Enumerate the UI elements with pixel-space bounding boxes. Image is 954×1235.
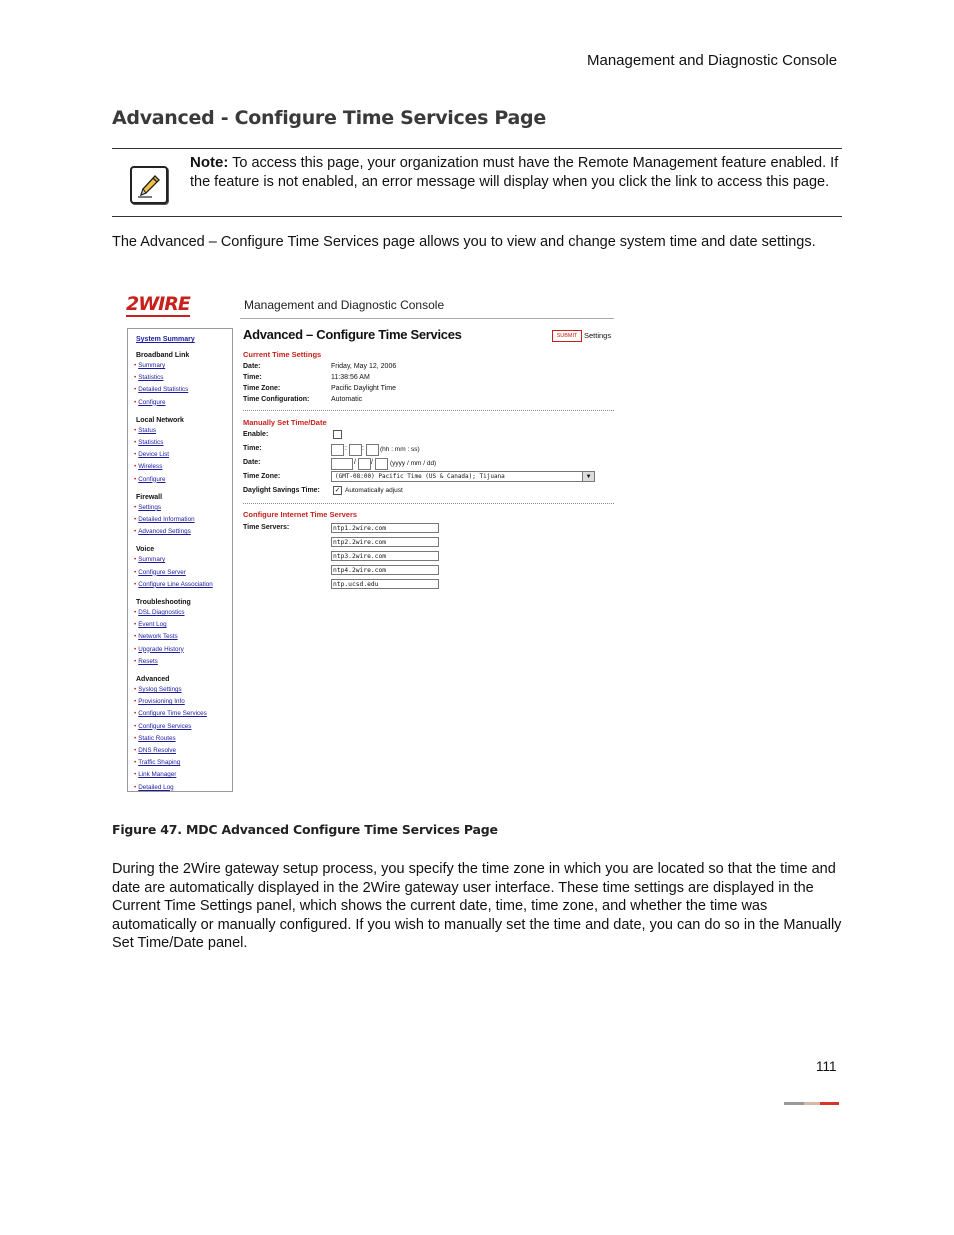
second-input[interactable] <box>366 444 379 456</box>
bullet-icon: • <box>134 463 137 471</box>
bullet-icon: • <box>134 426 137 434</box>
bullet-icon: • <box>134 657 137 665</box>
sidebar-link[interactable] <box>134 698 185 705</box>
sidebar-link-label[interactable]: Settings <box>138 503 161 511</box>
time-label: Time: <box>243 445 262 452</box>
sidebar-link-label[interactable]: Traffic Shaping <box>138 759 181 767</box>
bullet-icon: • <box>134 568 137 576</box>
sidebar-link[interactable] <box>134 439 163 446</box>
pencil-note-icon <box>130 166 168 204</box>
bullet-icon: • <box>134 621 137 629</box>
sidebar-link-label[interactable]: Upgrade History <box>138 645 184 653</box>
sidebar-link-label[interactable]: Configure Time Services <box>138 710 207 718</box>
bullet-icon: • <box>134 633 137 641</box>
sidebar-link-label[interactable]: Configure <box>138 398 166 406</box>
figure-console-title: Management and Diagnostic Console <box>244 298 445 312</box>
sidebar-link[interactable] <box>134 710 207 717</box>
sidebar-link[interactable] <box>134 658 158 665</box>
sidebar-link[interactable] <box>134 747 176 754</box>
bullet-icon: • <box>134 747 137 754</box>
dst-checkbox[interactable]: ✓ <box>334 487 341 494</box>
sidebar-link[interactable] <box>134 633 178 640</box>
current-zone-label: Time Zone: <box>243 385 281 392</box>
sidebar-group-title: Troubleshooting <box>136 599 191 606</box>
footer-bar-gray <box>784 1102 804 1105</box>
time-server-input[interactable]: ntp2.2wire.com <box>331 537 439 547</box>
sidebar-link-label[interactable]: Configure Services <box>138 722 192 730</box>
sidebar-link[interactable] <box>134 723 191 730</box>
sidebar-link[interactable] <box>134 621 167 628</box>
sidebar-system-summary-link[interactable]: System Summary <box>136 336 195 343</box>
sidebar-link-label[interactable]: Link Manager <box>138 771 177 779</box>
bullet-icon: • <box>134 439 137 446</box>
sidebar-link[interactable] <box>134 556 165 563</box>
sidebar-link[interactable] <box>134 504 161 511</box>
sidebar-link-label[interactable]: Event Log <box>138 621 167 629</box>
sidebar-link[interactable] <box>134 362 165 369</box>
current-settings-title: Current Time Settings <box>243 350 322 359</box>
sidebar-link-label[interactable]: Summary <box>138 362 166 369</box>
sidebar-link-label[interactable]: Network Tests <box>138 633 178 641</box>
sidebar-link-label[interactable]: Static Routes <box>138 734 176 742</box>
sidebar-link-label[interactable]: Configure Line Association <box>138 580 213 588</box>
sidebar-link-label[interactable]: Detailed Statistics <box>138 386 189 394</box>
time-server-input[interactable]: ntp3.2wire.com <box>331 551 439 561</box>
bullet-icon: • <box>134 722 137 730</box>
sidebar-link-label[interactable]: Detailed Information <box>138 516 195 523</box>
sidebar-group-title: Advanced <box>136 676 170 683</box>
time-zone-select[interactable] <box>331 471 595 482</box>
bullet-icon: • <box>134 398 137 406</box>
bullet-icon: • <box>134 503 137 511</box>
sidebar-link[interactable] <box>134 528 191 535</box>
sidebar-group-title: Local Network <box>136 416 184 424</box>
time-server-input[interactable]: ntp.ucsd.edu <box>331 579 439 589</box>
sidebar-link[interactable] <box>134 686 182 693</box>
footer-bar-tan <box>804 1102 820 1105</box>
year-input[interactable] <box>331 458 353 470</box>
sidebar-link[interactable] <box>134 581 213 588</box>
hour-input[interactable] <box>331 444 344 456</box>
time-zone-label: Time Zone: <box>243 473 281 480</box>
sidebar-link[interactable] <box>134 451 169 458</box>
bullet-icon: • <box>134 374 137 382</box>
sidebar-link[interactable] <box>134 646 184 653</box>
bullet-icon: • <box>134 362 137 369</box>
sidebar-link-label[interactable]: Detailed Log <box>138 783 174 791</box>
sidebar-link[interactable] <box>134 476 166 483</box>
current-zone-value: Pacific Daylight Time <box>331 385 396 392</box>
figure-sidebar <box>127 328 233 792</box>
sidebar-link-label[interactable]: DNS Resolve <box>138 747 177 754</box>
sidebar-link-label[interactable]: Advanced Settings <box>138 528 191 536</box>
current-config-label: Time Configuration: <box>243 396 310 403</box>
bullet-icon: • <box>134 475 137 483</box>
bullet-icon: • <box>134 734 137 742</box>
time-servers-label: Time Servers: <box>243 524 290 531</box>
sidebar-link-label[interactable]: Syslog Settings <box>138 686 182 693</box>
dst-label: Daylight Savings Time: <box>243 487 320 494</box>
note-text <box>190 153 840 192</box>
sidebar-group-title: Firewall <box>136 493 163 501</box>
chevron-down-icon[interactable]: ▼ <box>582 472 594 481</box>
current-date-value: Friday, May 12, 2006 <box>331 363 397 370</box>
section-divider <box>243 410 614 411</box>
sidebar-link-label[interactable]: DSL Diagnostics <box>138 609 185 616</box>
sidebar-link-label[interactable]: Statistics <box>138 374 164 382</box>
day-input[interactable] <box>375 458 388 470</box>
sidebar-link[interactable] <box>134 374 163 381</box>
time-zone-value: (GMT-08:00) Pacific Time (US & Canada); Tijuana <box>335 473 505 480</box>
enable-checkbox[interactable] <box>333 430 342 439</box>
sidebar-link[interactable] <box>134 386 188 393</box>
sidebar-link[interactable] <box>134 771 176 778</box>
figure-page-heading: Advanced – Configure Time Services <box>243 327 462 342</box>
bullet-icon: • <box>134 516 137 523</box>
intro-paragraph: The Advanced – Configure Time Services page allows you to view and change system time and date settings. <box>112 234 816 250</box>
sidebar-link-label[interactable]: Resets <box>138 657 158 665</box>
date-label: Date: <box>243 459 261 466</box>
sidebar-group-title: Broadband Link <box>136 352 190 359</box>
minute-input[interactable] <box>349 444 362 456</box>
note-body: To access this page, your organization must have the Remote Management feature enabled. If the feature is not enabled, an error message will display when you click the link to access this page. <box>190 155 839 190</box>
sidebar-link-label[interactable]: Configure Server <box>138 568 186 576</box>
time-server-input[interactable]: ntp4.2wire.com <box>331 565 439 575</box>
sidebar-link[interactable] <box>134 759 180 766</box>
current-date-label: Date: <box>243 363 261 370</box>
bullet-icon: • <box>134 771 137 779</box>
bullet-icon: • <box>134 528 137 536</box>
2wire-logo: 2WIRE <box>126 293 190 315</box>
sidebar-link-label[interactable]: Provisioning Info <box>138 698 185 706</box>
bullet-icon: • <box>134 580 137 588</box>
note-label: Note: <box>190 154 229 171</box>
sidebar-link-label[interactable]: Device List <box>138 451 170 459</box>
current-time-value: 11:38:56 AM <box>331 374 370 381</box>
bullet-icon: • <box>134 609 137 616</box>
time-format-hint: (hh : mm : ss) <box>380 446 420 453</box>
bullet-icon: • <box>134 556 137 564</box>
footer-bar-red <box>820 1102 839 1105</box>
bullet-icon: • <box>134 386 137 394</box>
sidebar-link[interactable] <box>134 784 174 791</box>
sidebar-link-label[interactable]: Summary <box>138 556 166 564</box>
page-number: 111 <box>816 1059 837 1074</box>
sidebar-link[interactable] <box>134 609 185 616</box>
note-box <box>112 148 842 217</box>
bullet-icon: • <box>134 698 137 706</box>
month-input[interactable] <box>358 458 371 470</box>
body-paragraph: During the 2Wire gateway setup process, you specify the time zone in which you are located so that the time and date are automatically displayed in the 2Wire gateway user interface. These time settings are displayed in the Current Time Settings panel, which shows the current date, time, time zone, and whether the time was automatically or manually configured. If you wish to manually set the time and date, you can do so in the Manually Set Time/Date panel. <box>112 861 842 951</box>
time-server-input[interactable]: ntp1.2wire.com <box>331 523 439 533</box>
sidebar-link-label[interactable]: Wireless <box>138 463 163 471</box>
submit-button[interactable]: SUBMIT <box>552 330 582 342</box>
figure-caption: Figure 47. MDC Advanced Configure Time Services Page <box>112 822 498 837</box>
sidebar-group-title: Voice <box>136 546 155 554</box>
sidebar-link[interactable] <box>134 735 176 742</box>
bullet-icon: • <box>134 710 137 718</box>
sidebar-link[interactable] <box>134 569 186 576</box>
bullet-icon: • <box>134 645 137 653</box>
bullet-icon: • <box>134 451 137 459</box>
bullet-icon: • <box>134 686 137 693</box>
sidebar-link-label[interactable]: Configure <box>138 475 166 483</box>
figure-screenshot: 2WIRE Management and Diagnostic Console System Summary Broadband Link • Summary • Statistics • Detailed Statistics • Configure Local Network • Status • Statistics • Device List • Wireless • Configure Firewall • Settings • Detailed Information • Advanced Settings Voice • Summary • Configure Server • Configure Line Association Troubleshooting • DSL Diagnostics • Event Log • Network Tests • Upgrade History • Resets Advanced • Syslog Settings • Provisioning Info • Configure Time Services • Configure Services • Static Routes • DNS Resolve • Traffic Shaping • Link Manager • Detailed Log Advanced – Configure Time Services SUBMIT Settings Current Time Settings Date: Friday, May 12, 2006 Time: 11:38:56 AM Time Zone: Pacific Daylight Time Time Configuration: Automatic Manually Set Time/Date Enable: Time: : : (hh : mm : ss) Date: / / (yyyy / mm / dd) Time Zone: (GMT-08:00) Pacific Time (US & Canada); Tijuana ▼ Daylight Savings Time: ✓ Automatically adjust Configure Internet Time Servers Time Servers: ntp1.2wire.com ntp2.2wire.com ntp3.2wire.com ntp4.2wire.com ntp.ucsd.edu <box>122 287 616 795</box>
running-header: Management and Diagnostic Console <box>587 52 838 69</box>
figure-divider <box>240 318 614 319</box>
settings-label: Settings <box>584 331 612 340</box>
bullet-icon: • <box>134 759 137 767</box>
current-config-value: Automatic <box>331 396 363 403</box>
current-time-label: Time: <box>243 374 262 381</box>
sidebar-link[interactable] <box>134 516 195 523</box>
dst-value: Automatically adjust <box>345 487 403 494</box>
sidebar-link-label[interactable]: Status <box>138 426 157 434</box>
bullet-icon: • <box>134 783 137 791</box>
date-format-hint: (yyyy / mm / dd) <box>390 460 437 467</box>
sidebar-link[interactable] <box>134 463 162 470</box>
servers-title: Configure Internet Time Servers <box>243 510 358 519</box>
sidebar-link[interactable] <box>134 427 156 434</box>
enable-label: Enable: <box>243 431 269 438</box>
section-divider <box>243 503 614 504</box>
manual-settings-title: Manually Set Time/Date <box>243 418 327 427</box>
sidebar-link-label[interactable]: Statistics <box>138 439 164 446</box>
section-title: Advanced - Configure Time Services Page <box>112 107 546 129</box>
sidebar-link[interactable] <box>134 399 166 406</box>
